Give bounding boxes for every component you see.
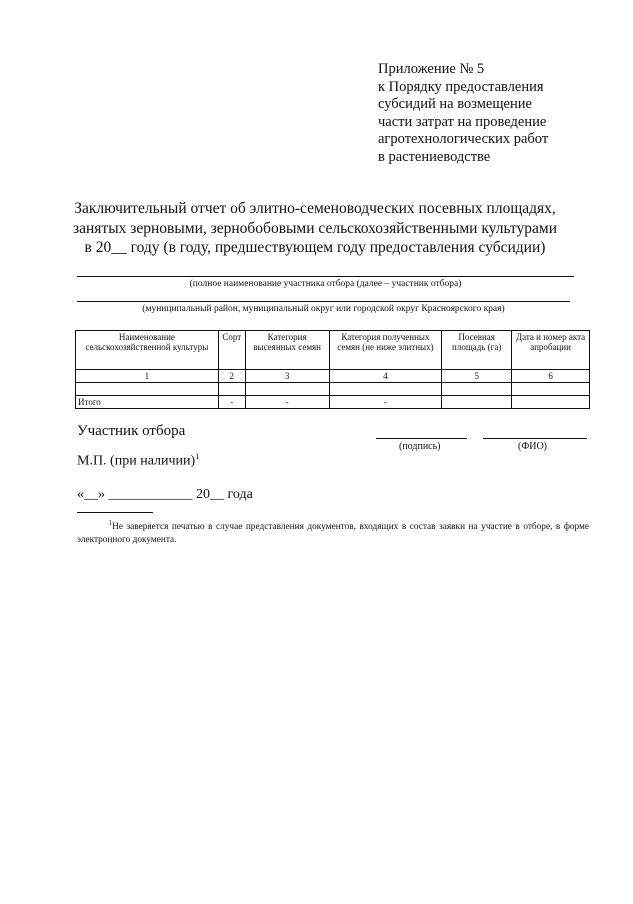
table-cell[interactable]	[245, 383, 329, 396]
table-header-row	[76, 331, 590, 370]
number-cell: 3	[245, 370, 329, 383]
table-row	[76, 383, 590, 396]
header-cell: Категория высеянных семян	[245, 331, 329, 370]
footnote	[77, 517, 589, 547]
signature-caption: (подпись)	[399, 441, 441, 452]
appendix-line: агротехнологических работ	[378, 131, 549, 148]
header-cell: Категория полученных семян (не ниже элитных)	[329, 331, 442, 370]
title-line: в 20__ году (в году, предшествующем году предоставления субсидии)	[84, 239, 546, 256]
footnote-mark: 1	[108, 519, 113, 527]
table-number-row	[76, 370, 590, 383]
appendix-line: в растениеводстве	[378, 148, 491, 165]
footnote-text: Не заверяется печатью в случае представления документов, входящих в состав заявки на участие в отборе, в форме электронного документа.	[77, 522, 590, 546]
header-cell: Дата и номер акта апробации	[512, 331, 590, 370]
table-cell[interactable]	[218, 383, 245, 396]
number-cell: 6	[512, 370, 590, 383]
table-cell[interactable]	[329, 383, 442, 396]
title-line: занятых зерновыми, зернобобовыми сельскохозяйственными культурами	[73, 219, 557, 237]
table-cell: -	[329, 396, 442, 409]
name-line[interactable]	[483, 438, 587, 439]
number-cell: 2	[218, 370, 245, 383]
table-cell[interactable]	[442, 383, 512, 396]
number-cell: 1	[76, 370, 219, 383]
table-cell[interactable]	[442, 396, 512, 409]
title-line: Заключительный отчет об элитно-семеноводческих посевных площадях,	[74, 200, 556, 217]
table-cell[interactable]	[76, 383, 219, 396]
document-title	[60, 199, 570, 258]
participant-name-caption: (полное наименование участника отбора (далее – участник отбора)	[189, 279, 462, 289]
table-cell[interactable]	[512, 396, 590, 409]
total-label-cell: Итого	[76, 396, 219, 409]
participant-name-line[interactable]	[77, 276, 574, 277]
number-cell: 5	[442, 370, 512, 383]
number-cell: 4	[329, 370, 442, 383]
signature-line[interactable]	[376, 438, 467, 439]
footnote-separator	[77, 512, 153, 513]
header-cell: Сорт	[218, 331, 245, 370]
appendix-line: субсидий на возмещение	[378, 96, 532, 113]
name-caption: (ФИО)	[518, 441, 548, 452]
table-cell: -	[218, 396, 245, 409]
appendix-block	[378, 61, 548, 167]
stamp-label	[77, 452, 199, 470]
table-cell: -	[245, 396, 329, 409]
appendix-line: Приложение № 5	[378, 61, 485, 77]
date-field[interactable]: «__» ____________ 20__ года	[77, 487, 253, 502]
report-table	[75, 330, 590, 409]
stamp-text: М.П. (при наличии)	[77, 453, 196, 469]
participant-label: Участник отбора	[77, 423, 186, 439]
appendix-line: части затрат на проведение	[378, 113, 547, 130]
appendix-line: к Порядку предоставления	[378, 78, 544, 95]
table-total-row	[76, 396, 590, 409]
footnote-marker: 1	[195, 452, 200, 461]
table-cell[interactable]	[512, 383, 590, 396]
district-line[interactable]	[77, 301, 570, 302]
district-caption: (муниципальный район, муниципальный округ или городской округ Красноярского края)	[142, 304, 505, 314]
header-cell: Посевная площадь (га)	[442, 331, 512, 370]
header-cell: Наименование сельскохозяйственной культуры	[76, 331, 219, 370]
